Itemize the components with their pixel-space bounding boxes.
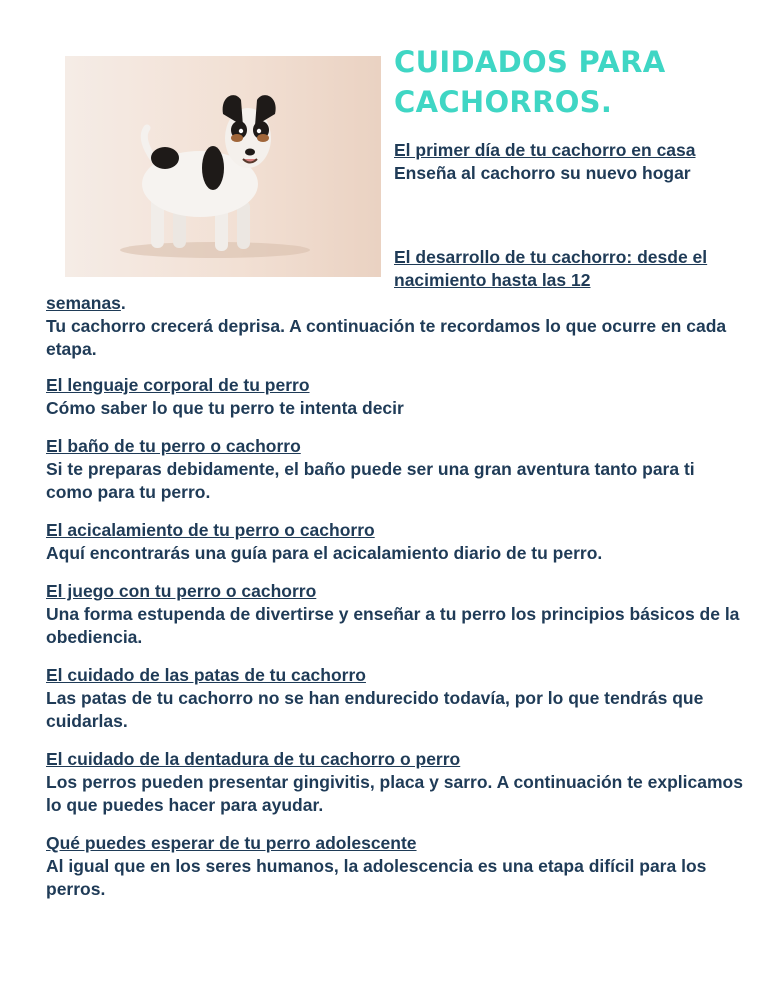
intro-desc: Enseña al cachorro su nuevo hogar: [394, 163, 691, 183]
development-link[interactable]: El desarrollo de tu cachorro: desde el nacimiento hasta las 12: [394, 247, 708, 290]
section-link[interactable]: El baño de tu perro o cachorro: [46, 436, 301, 456]
section-link[interactable]: Qué puedes esperar de tu perro adolescente: [46, 833, 417, 853]
intro-link[interactable]: El primer día de tu cachorro en casa: [394, 140, 696, 160]
section-desc: Al igual que en los seres humanos, la adolescencia es una etapa difícil para los perros.: [46, 856, 707, 899]
development-punct: .: [120, 293, 126, 313]
section-link[interactable]: El lenguaje corporal de tu perro: [46, 375, 310, 395]
section-link[interactable]: El cuidado de la dentadura de tu cachorro o perro: [46, 749, 461, 769]
development-desc: Tu cachorro crecerá deprisa. A continuación te recordamos lo que ocurre en cada etapa.: [46, 316, 727, 359]
section-desc: Si te preparas debidamente, el baño puede ser una gran aventura tanto para ti como para tu perro.: [46, 459, 695, 502]
section-item: [46, 832, 746, 901]
puppy-photo: [65, 56, 381, 277]
section-desc: Las patas de tu cachorro no se han endurecido todavía, por lo que tendrás que cuidarlas.: [46, 688, 704, 731]
section-item: [46, 580, 746, 649]
section-desc: Aquí encontrarás una guía para el acicalamiento diario de tu perro.: [46, 543, 603, 563]
development-continuation: [46, 292, 746, 361]
development-link-wrap: [394, 246, 734, 292]
puppy-illustration: [65, 56, 381, 277]
section-link[interactable]: El cuidado de las patas de tu cachorro: [46, 665, 366, 685]
section-item: [46, 748, 746, 817]
section-desc: Cómo saber lo que tu perro te intenta decir: [46, 398, 404, 418]
section-item: [46, 664, 746, 733]
section-item: [46, 374, 746, 420]
section-item: [46, 519, 746, 565]
intro-item: [394, 139, 734, 185]
section-item: [46, 435, 746, 504]
section-desc: Los perros pueden presentar gingivitis, placa y sarro. A continuación te explicamos lo que puedes hacer para ayudar.: [46, 772, 743, 815]
page-title: CUIDADOS PARA CACHORROS.: [394, 45, 666, 119]
development-link-continued[interactable]: semanas: [46, 293, 121, 313]
section-link[interactable]: El acicalamiento de tu perro o cachorro: [46, 520, 375, 540]
section-link[interactable]: El juego con tu perro o cachorro: [46, 581, 317, 601]
section-desc: Una forma estupenda de divertirse y enseñar a tu perro los principios básicos de la obediencia.: [46, 604, 740, 647]
section-list: [46, 374, 746, 916]
